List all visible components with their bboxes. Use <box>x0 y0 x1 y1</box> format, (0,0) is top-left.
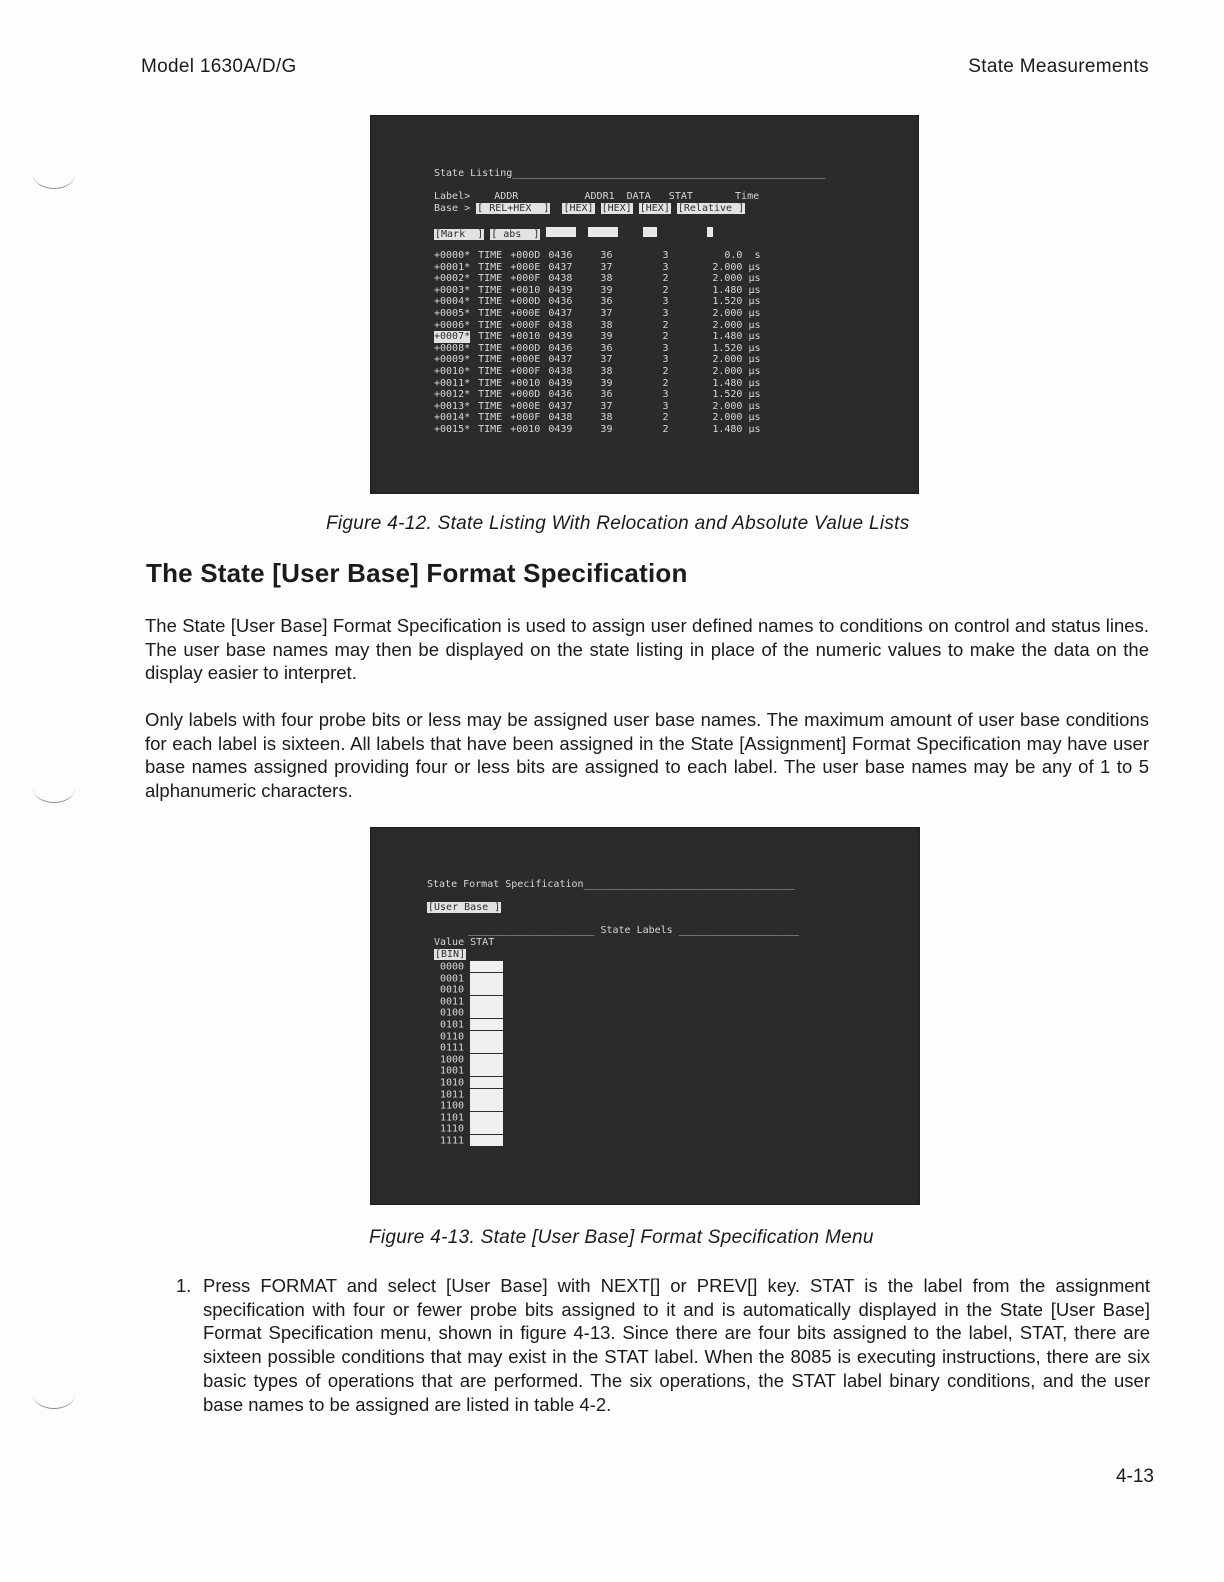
paragraph-2: Only labels with four probe bits or less may be assigned user base names. The maximum amount of user base conditions for each label is sixteen. All labels that have been assigned in the State [Assignment] Format Specification may have user base names assigned providing four or less bits are assigned to each label. The user base names may be any of 1 to 5 alphanumeric characters. <box>145 709 1149 802</box>
state-listing-title: State Listing____________________________________________________ <box>434 168 826 179</box>
listing-data: 39 <box>600 331 613 343</box>
mark-field[interactable]: [Mark ] <box>435 229 484 240</box>
listing-data: 36 <box>600 250 613 261</box>
abs-field[interactable]: [ abs ] <box>491 229 540 240</box>
listing-addr1: 0436 <box>548 342 573 354</box>
abs-stat-box <box>707 227 713 237</box>
listing-row <box>434 273 761 285</box>
listing-data: 38 <box>600 412 613 424</box>
state-listing-screen <box>370 115 919 494</box>
base-field-data[interactable]: [HEX] <box>601 203 632 214</box>
step-1-text: Press FORMAT and select [User Base] with NEXT[] or PREV[] key. STAT is the label from the assignment specification with four or fewer probe bits assigned to it and is automatically displayed in the State [User Base] Format Specification menu, shown in figure 4-13. Since there are four bits assigned to the label, STAT, there are sixteen possible conditions that may exist in the STAT label. When the 8085 is executing instructions, there are six basic types of operations that are performed. The six operations, the STAT label binary conditions, and the user base names to be assigned are listed in table 4-2. <box>203 1275 1150 1415</box>
listing-addr1: 0437 <box>548 400 573 412</box>
user-base-row <box>440 1123 503 1135</box>
listing-time: 2.000 µs <box>712 319 761 331</box>
listing-line-number: +0008* <box>434 342 471 354</box>
listing-rel-addr: +0010 <box>510 284 541 296</box>
user-base-name-field[interactable] <box>470 996 503 1007</box>
abs-data-box <box>643 227 657 237</box>
listing-time: 2.000 µs <box>712 400 761 412</box>
listing-time: 2.000 µs <box>712 412 761 424</box>
listing-addr1: 0438 <box>548 273 573 285</box>
listing-mode: TIME <box>478 389 503 401</box>
label-row: Label> ADDR ADDR1 DATA STAT Time <box>434 191 760 202</box>
listing-addr1: 0439 <box>548 377 573 389</box>
listing-mode: TIME <box>478 273 503 285</box>
page-number: 4-13 <box>1115 1466 1154 1487</box>
listing-time: 2.000 µs <box>712 273 761 285</box>
header-section: State Measurements <box>968 56 1149 77</box>
listing-time: 2.000 µs <box>712 365 761 377</box>
listing-addr1: 0439 <box>548 423 573 435</box>
format-spec-screen <box>370 827 920 1205</box>
listing-addr1: 0438 <box>548 412 573 424</box>
binder-hole-mark <box>33 1380 75 1409</box>
listing-line-number: +0012* <box>434 389 471 401</box>
listing-addr1: 0438 <box>548 319 573 331</box>
user-base-name-field[interactable] <box>470 973 503 984</box>
binary-value: 1111 <box>440 1135 465 1147</box>
base-row <box>434 203 745 215</box>
binary-value: 1011 <box>440 1089 465 1101</box>
listing-row <box>434 378 761 390</box>
binder-hole-mark <box>33 774 75 803</box>
listing-stat: 2 <box>662 284 669 296</box>
listing-stat: 2 <box>662 412 669 424</box>
listing-time: 1.480 µs <box>712 284 761 296</box>
listing-line-number: +0003* <box>434 284 471 296</box>
listing-time: 1.520 µs <box>712 342 761 354</box>
user-base-row <box>440 1112 503 1124</box>
listing-stat: 3 <box>662 400 669 412</box>
listing-mode: TIME <box>478 284 503 296</box>
listing-row <box>434 424 761 436</box>
user-base-value-list <box>440 961 503 1147</box>
listing-rel-addr: +000E <box>510 261 541 273</box>
listing-mode: TIME <box>478 261 503 273</box>
binary-value: 0010 <box>440 984 465 996</box>
user-base-row <box>440 1031 503 1043</box>
user-base-name-field[interactable] <box>470 1007 503 1018</box>
listing-rel-addr: +000F <box>510 365 541 377</box>
binary-value: 0101 <box>440 1019 465 1031</box>
listing-data: 36 <box>600 296 613 308</box>
listing-data: 36 <box>600 342 613 354</box>
listing-addr1: 0436 <box>548 296 573 308</box>
listing-line-number: +0010* <box>434 365 471 377</box>
listing-row <box>434 250 761 262</box>
listing-addr1: 0437 <box>548 307 573 319</box>
user-base-name-field[interactable] <box>470 1065 503 1076</box>
listing-row <box>434 262 761 274</box>
listing-stat: 2 <box>662 331 669 343</box>
listing-rel-addr: +000D <box>510 250 541 261</box>
binary-value: 0011 <box>440 996 465 1008</box>
listing-line-number: +0005* <box>434 307 471 319</box>
base-field-time[interactable]: [Relative ] <box>677 203 745 214</box>
user-base-name-field[interactable] <box>470 1054 503 1065</box>
listing-mode: TIME <box>478 423 503 435</box>
user-base-name-field[interactable] <box>470 1077 503 1088</box>
listing-line-number: +0015* <box>434 423 471 435</box>
listing-rel-addr: +0010 <box>510 377 541 389</box>
listing-line-number: +0000* <box>434 250 471 261</box>
base-field-stat[interactable]: [HEX] <box>639 203 670 214</box>
user-base-row <box>440 1007 503 1019</box>
listing-stat: 3 <box>662 389 669 401</box>
listing-mode: TIME <box>478 307 503 319</box>
listing-rel-addr: +000F <box>510 319 541 331</box>
listing-row <box>434 285 761 297</box>
user-base-row <box>440 1054 503 1066</box>
user-base-row <box>427 902 501 914</box>
listing-data: 38 <box>600 365 613 377</box>
listing-stat: 3 <box>662 261 669 273</box>
user-base-row <box>440 973 503 985</box>
listing-row <box>434 331 761 343</box>
user-base-row <box>440 1089 503 1101</box>
user-base-row <box>440 1065 503 1077</box>
listing-data: 37 <box>600 400 613 412</box>
user-base-row <box>440 1077 503 1089</box>
listing-line-number: +0004* <box>434 296 471 308</box>
listing-addr1: 0437 <box>548 354 573 366</box>
figure-4-13-caption: Figure 4-13. State [User Base] Format Specification Menu <box>369 1227 874 1248</box>
user-base-name-field[interactable] <box>470 1112 503 1123</box>
listing-stat: 3 <box>662 307 669 319</box>
binary-value: 0000 <box>440 961 465 973</box>
binary-value: 1001 <box>440 1065 465 1077</box>
user-base-name-field[interactable] <box>470 1042 503 1053</box>
listing-row <box>434 354 761 366</box>
user-base-name-field[interactable] <box>470 1089 503 1100</box>
listing-rel-addr: +000D <box>510 296 541 308</box>
listing-rel-addr: +000E <box>510 307 541 319</box>
binder-hole-mark <box>33 160 75 189</box>
listing-addr1: 0436 <box>548 389 573 401</box>
user-base-name-field[interactable] <box>470 1019 503 1030</box>
listing-data: 36 <box>600 389 613 401</box>
listing-rel-addr: +0010 <box>510 331 541 343</box>
binary-value: 0110 <box>440 1031 465 1043</box>
listing-time: 2.000 µs <box>712 261 761 273</box>
binary-value: 1010 <box>440 1077 465 1089</box>
listing-time: 1.480 µs <box>712 423 761 435</box>
binary-value: 0111 <box>440 1042 465 1054</box>
listing-data: 39 <box>600 423 613 435</box>
listing-row <box>434 412 761 424</box>
state-labels-line: _____________________ State Labels ____________________ <box>468 925 800 936</box>
listing-stat: 2 <box>662 273 669 285</box>
user-base-name-field[interactable] <box>470 984 503 995</box>
listing-rel-addr: +0010 <box>510 423 541 435</box>
binary-value: 1100 <box>440 1100 465 1112</box>
listing-row <box>434 320 761 332</box>
listing-row <box>434 296 761 308</box>
listing-addr1: 0439 <box>548 284 573 296</box>
listing-stat: 2 <box>662 423 669 435</box>
listing-rel-addr: +000D <box>510 389 541 401</box>
listing-stat: 3 <box>662 342 669 354</box>
abs-addr-box <box>546 227 576 237</box>
binary-value: 1110 <box>440 1123 465 1135</box>
state-listing-table <box>434 250 761 436</box>
base-field-addr[interactable]: [ REL+HEX ] <box>477 203 550 214</box>
listing-time: 1.520 µs <box>712 389 761 401</box>
binary-value: 0001 <box>440 973 465 985</box>
listing-addr1: 0436 <box>548 250 573 261</box>
listing-time: 2.000 µs <box>712 354 761 366</box>
listing-line-number: +0009* <box>434 354 471 366</box>
listing-time: 1.480 µs <box>712 331 761 343</box>
user-base-name-field[interactable] <box>470 1031 503 1042</box>
user-base-name-field[interactable] <box>470 1123 503 1134</box>
header-model: Model 1630A/D/G <box>141 56 297 77</box>
user-base-row <box>440 961 503 973</box>
listing-time: 0.0 s <box>724 250 761 261</box>
listing-stat: 2 <box>662 319 669 331</box>
listing-mode: TIME <box>478 342 503 354</box>
listing-row <box>434 401 761 413</box>
listing-rel-addr: +000F <box>510 412 541 424</box>
listing-data: 38 <box>600 273 613 285</box>
user-base-row <box>440 1019 503 1031</box>
listing-stat: 3 <box>662 354 669 366</box>
value-header: Value <box>434 937 465 948</box>
listing-mode: TIME <box>478 365 503 377</box>
listing-rel-addr: +000E <box>510 354 541 366</box>
listing-line-number: +0013* <box>434 400 471 412</box>
user-base-row <box>440 996 503 1008</box>
listing-stat: 2 <box>662 365 669 377</box>
listing-mode: TIME <box>478 250 503 261</box>
listing-data: 37 <box>600 261 613 273</box>
stat-header: STAT <box>470 937 495 948</box>
step-1-number: 1. <box>176 1275 192 1296</box>
binary-value: 0100 <box>440 1007 465 1019</box>
listing-time: 1.520 µs <box>712 296 761 308</box>
binary-value: 1000 <box>440 1054 465 1066</box>
listing-row <box>434 389 761 401</box>
listing-line-number: +0002* <box>434 273 471 285</box>
listing-stat: 3 <box>662 296 669 308</box>
listing-addr1: 0439 <box>548 331 573 343</box>
listing-mode: TIME <box>478 400 503 412</box>
listing-line-number: +0006* <box>434 319 471 331</box>
listing-data: 37 <box>600 354 613 366</box>
listing-rel-addr: +000F <box>510 273 541 285</box>
step-1 <box>176 1274 1150 1416</box>
figure-4-12-caption: Figure 4-12. State Listing With Relocation and Absolute Value Lists <box>326 513 910 534</box>
listing-mode: TIME <box>478 296 503 308</box>
listing-data: 38 <box>600 319 613 331</box>
listing-data: 39 <box>600 284 613 296</box>
listing-row <box>434 308 761 320</box>
binary-value: 1101 <box>440 1112 465 1124</box>
listing-time: 1.480 µs <box>712 377 761 389</box>
value-header-row <box>434 937 494 949</box>
listing-mode: TIME <box>478 377 503 389</box>
format-spec-title: State Format Specification___________________________________ <box>427 879 795 890</box>
listing-addr1: 0437 <box>548 261 573 273</box>
user-base-name-field[interactable] <box>470 1100 503 1111</box>
listing-mode: TIME <box>478 412 503 424</box>
user-base-field[interactable]: [User Base ] <box>428 902 501 913</box>
paragraph-1: The State [User Base] Format Specification is used to assign user defined names to conditions on control and status lines. The user base names may then be displayed on the state listing in place of the numeric values to make the data on the display easier to interpret. <box>145 615 1149 684</box>
base-field-addr1[interactable]: [HEX] <box>563 203 594 214</box>
mark-row <box>434 227 713 241</box>
base-prefix: Base > <box>434 203 471 214</box>
listing-mode: TIME <box>478 354 503 366</box>
user-base-name-field[interactable] <box>470 961 503 972</box>
user-base-name-field[interactable] <box>470 1135 503 1146</box>
user-base-row <box>440 984 503 996</box>
listing-mode: TIME <box>478 331 503 343</box>
user-base-row <box>440 1100 503 1112</box>
bin-field[interactable]: [BIN] <box>435 949 466 960</box>
listing-rel-addr: +000D <box>510 342 541 354</box>
listing-line-number: +0001* <box>434 261 471 273</box>
listing-stat: 2 <box>662 377 669 389</box>
listing-addr1: 0438 <box>548 365 573 377</box>
abs-addr1-box <box>588 227 618 237</box>
listing-stat: 3 <box>662 250 669 261</box>
listing-data: 39 <box>600 377 613 389</box>
section-title: The State [User Base] Format Specification <box>146 558 688 588</box>
listing-data: 37 <box>600 307 613 319</box>
bin-row <box>434 949 466 961</box>
listing-line-number: +0014* <box>434 412 471 424</box>
user-base-row <box>440 1042 503 1054</box>
listing-row <box>434 343 761 355</box>
listing-line-number: +0007* <box>434 331 471 343</box>
user-base-row <box>440 1135 503 1147</box>
listing-time: 2.000 µs <box>712 307 761 319</box>
listing-mode: TIME <box>478 319 503 331</box>
listing-line-number: +0011* <box>434 377 471 389</box>
listing-rel-addr: +000E <box>510 400 541 412</box>
listing-row <box>434 366 761 378</box>
